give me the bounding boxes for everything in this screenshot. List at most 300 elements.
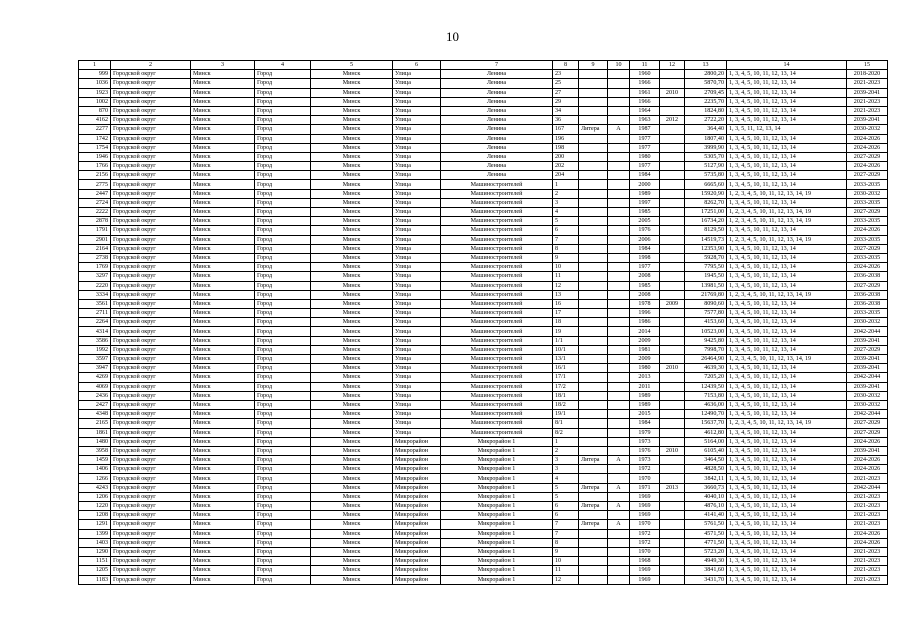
cell-municipality: Минск bbox=[191, 355, 255, 364]
cell-total-area: 3841,60 bbox=[685, 566, 727, 575]
cell-municipality-type: Городской округ bbox=[111, 336, 191, 345]
cell-settlement-type: Город bbox=[255, 217, 311, 226]
cell-street: Микрорайон 1 bbox=[441, 575, 553, 584]
cell-municipality-type: Городской округ bbox=[111, 428, 191, 437]
cell-street: Машиностроителей bbox=[441, 336, 553, 345]
cell-total-area: 8129,50 bbox=[685, 226, 727, 235]
cell-street: Машиностроителей bbox=[441, 281, 553, 290]
cell-building-type: Литера bbox=[579, 125, 608, 134]
cell-municipality-type: Городской округ bbox=[111, 465, 191, 474]
cell-build-year: 1972 bbox=[630, 465, 660, 474]
cell-settlement-type: Город bbox=[255, 70, 311, 79]
cell-municipality-type: Городской округ bbox=[111, 208, 191, 217]
cell-house-number: 8 bbox=[553, 538, 579, 547]
table-row bbox=[79, 520, 888, 529]
cell-building-type bbox=[579, 465, 608, 474]
cell-build-year: 2015 bbox=[630, 410, 660, 419]
cell-settlement-type: Город bbox=[255, 364, 311, 373]
cell-street-type: Микрорайон bbox=[393, 511, 441, 520]
cell-municipality: Минск bbox=[191, 364, 255, 373]
cell-house-number: 10/1 bbox=[553, 345, 579, 354]
cell-municipality: Минск bbox=[191, 456, 255, 465]
cell-repair-period: 2042-2044 bbox=[847, 483, 888, 492]
cell-settlement-type: Город bbox=[255, 97, 311, 106]
table-row bbox=[79, 511, 888, 520]
cell-total-area: 9425,80 bbox=[685, 336, 727, 345]
cell-settlement-type: Город bbox=[255, 437, 311, 446]
cell-building-type: Литера bbox=[579, 456, 608, 465]
cell-settlement-type: Город bbox=[255, 391, 311, 400]
column-header-8: 8 bbox=[553, 61, 579, 70]
cell-reconstruction-year: 2009 bbox=[660, 299, 685, 308]
cell-total-area: 4949,30 bbox=[685, 557, 727, 566]
cell-settlement-type: Город bbox=[255, 235, 311, 244]
cell-record-id: 1766 bbox=[79, 162, 111, 171]
cell-settlement-type: Город bbox=[255, 272, 311, 281]
cell-build-year: 1977 bbox=[630, 143, 660, 152]
cell-street: Микрорайон 1 bbox=[441, 483, 553, 492]
cell-house-number: 2 bbox=[553, 446, 579, 455]
table-row bbox=[79, 217, 888, 226]
cell-build-year: 1986 bbox=[630, 318, 660, 327]
table-row bbox=[79, 483, 888, 492]
cell-reconstruction-year bbox=[660, 217, 685, 226]
cell-settlement-type: Город bbox=[255, 226, 311, 235]
cell-municipality: Минск bbox=[191, 217, 255, 226]
cell-municipality-type: Городской округ bbox=[111, 419, 191, 428]
cell-street: Машиностроителей bbox=[441, 327, 553, 336]
cell-municipality: Минск bbox=[191, 391, 255, 400]
cell-house-number: 7 bbox=[553, 520, 579, 529]
cell-building-type bbox=[579, 79, 608, 88]
cell-record-id: 999 bbox=[79, 70, 111, 79]
cell-settlement: Минск bbox=[311, 116, 393, 125]
cell-record-id: 2436 bbox=[79, 391, 111, 400]
cell-house-number: 16 bbox=[553, 299, 579, 308]
cell-total-area: 7577,80 bbox=[685, 309, 727, 318]
cell-municipality-type: Городской округ bbox=[111, 79, 191, 88]
cell-street-type: Улица bbox=[393, 208, 441, 217]
table-row bbox=[79, 244, 888, 253]
cell-build-year: 1989 bbox=[630, 189, 660, 198]
cell-house-number: 1 bbox=[553, 437, 579, 446]
cell-municipality-type: Городской округ bbox=[111, 189, 191, 198]
cell-building-type bbox=[579, 557, 608, 566]
cell-street-type: Улица bbox=[393, 410, 441, 419]
cell-settlement-type: Город bbox=[255, 134, 311, 143]
cell-building-type bbox=[579, 97, 608, 106]
cell-street-type: Микрорайон bbox=[393, 529, 441, 538]
cell-settlement: Минск bbox=[311, 309, 393, 318]
cell-house-number: 9 bbox=[553, 253, 579, 262]
cell-settlement: Минск bbox=[311, 318, 393, 327]
cell-record-id: 2447 bbox=[79, 189, 111, 198]
table-row bbox=[79, 106, 888, 115]
cell-municipality-type: Городской округ bbox=[111, 290, 191, 299]
cell-work-types: 1, 3, 4, 5, 10, 11, 12, 13, 14 bbox=[727, 547, 847, 556]
table-row bbox=[79, 208, 888, 217]
table-row bbox=[79, 557, 888, 566]
cell-municipality: Минск bbox=[191, 474, 255, 483]
cell-repair-period: 2024-2026 bbox=[847, 263, 888, 272]
cell-reconstruction-year bbox=[660, 474, 685, 483]
column-header-15: 15 bbox=[847, 61, 888, 70]
cell-house-number: 5 bbox=[553, 217, 579, 226]
cell-building-letter bbox=[608, 106, 630, 115]
cell-municipality-type: Городской округ bbox=[111, 566, 191, 575]
cell-municipality: Минск bbox=[191, 125, 255, 134]
cell-build-year: 1970 bbox=[630, 520, 660, 529]
cell-building-type bbox=[579, 143, 608, 152]
cell-settlement-type: Город bbox=[255, 171, 311, 180]
table-row bbox=[79, 299, 888, 308]
cell-street-type: Микрорайон bbox=[393, 575, 441, 584]
cell-street-type: Улица bbox=[393, 152, 441, 161]
cell-municipality-type: Городской округ bbox=[111, 364, 191, 373]
cell-reconstruction-year bbox=[660, 198, 685, 207]
cell-street: Микрорайон 1 bbox=[441, 446, 553, 455]
table-row bbox=[79, 502, 888, 511]
cell-settlement: Минск bbox=[311, 437, 393, 446]
cell-settlement-type: Город bbox=[255, 290, 311, 299]
cell-building-type bbox=[579, 575, 608, 584]
cell-settlement-type: Город bbox=[255, 198, 311, 207]
cell-repair-period: 2033-2035 bbox=[847, 198, 888, 207]
cell-reconstruction-year bbox=[660, 511, 685, 520]
cell-municipality: Минск bbox=[191, 400, 255, 409]
cell-settlement: Минск bbox=[311, 520, 393, 529]
cell-repair-period: 2039-2041 bbox=[847, 116, 888, 125]
cell-work-types: 1, 3, 4, 5, 10, 11, 12, 13, 14 bbox=[727, 162, 847, 171]
cell-municipality-type: Городской округ bbox=[111, 244, 191, 253]
table-row bbox=[79, 134, 888, 143]
cell-building-letter bbox=[608, 318, 630, 327]
cell-record-id: 4348 bbox=[79, 410, 111, 419]
cell-settlement: Минск bbox=[311, 419, 393, 428]
cell-building-type bbox=[579, 428, 608, 437]
cell-building-type bbox=[579, 281, 608, 290]
cell-settlement: Минск bbox=[311, 364, 393, 373]
table-row bbox=[79, 446, 888, 455]
cell-municipality: Минск bbox=[191, 382, 255, 391]
cell-street-type: Улица bbox=[393, 162, 441, 171]
cell-street-type: Микрорайон bbox=[393, 492, 441, 501]
cell-municipality: Минск bbox=[191, 483, 255, 492]
cell-street-type: Микрорайон bbox=[393, 465, 441, 474]
cell-house-number: 204 bbox=[553, 171, 579, 180]
cell-settlement: Минск bbox=[311, 400, 393, 409]
cell-municipality: Минск bbox=[191, 446, 255, 455]
cell-house-number: 4 bbox=[553, 208, 579, 217]
cell-street: Ленина bbox=[441, 106, 553, 115]
cell-settlement-type: Город bbox=[255, 116, 311, 125]
cell-repair-period: 2021-2023 bbox=[847, 566, 888, 575]
cell-work-types: 1, 3, 4, 5, 10, 11, 12, 13, 14 bbox=[727, 410, 847, 419]
cell-municipality-type: Городской округ bbox=[111, 456, 191, 465]
cell-building-type bbox=[579, 566, 608, 575]
cell-street: Машиностроителей bbox=[441, 299, 553, 308]
cell-street: Машиностроителей bbox=[441, 391, 553, 400]
cell-repair-period: 2027-2029 bbox=[847, 171, 888, 180]
cell-building-letter bbox=[608, 79, 630, 88]
cell-build-year: 1998 bbox=[630, 253, 660, 262]
cell-street: Машиностроителей bbox=[441, 235, 553, 244]
cell-total-area: 10523,00 bbox=[685, 327, 727, 336]
cell-record-id: 2165 bbox=[79, 419, 111, 428]
cell-municipality-type: Городской округ bbox=[111, 410, 191, 419]
cell-settlement: Минск bbox=[311, 345, 393, 354]
cell-municipality-type: Городской округ bbox=[111, 198, 191, 207]
cell-reconstruction-year bbox=[660, 253, 685, 262]
table-row bbox=[79, 152, 888, 161]
cell-settlement: Минск bbox=[311, 502, 393, 511]
cell-street: Ленина bbox=[441, 97, 553, 106]
cell-building-type bbox=[579, 253, 608, 262]
cell-building-type bbox=[579, 373, 608, 382]
cell-municipality-type: Городской округ bbox=[111, 538, 191, 547]
cell-building-type bbox=[579, 217, 608, 226]
cell-street: Машиностроителей bbox=[441, 253, 553, 262]
cell-house-number: 16/1 bbox=[553, 364, 579, 373]
cell-repair-period: 2042-2044 bbox=[847, 373, 888, 382]
cell-reconstruction-year bbox=[660, 355, 685, 364]
cell-work-types: 1, 3, 4, 5, 10, 11, 12, 13, 14 bbox=[727, 391, 847, 400]
cell-municipality: Минск bbox=[191, 492, 255, 501]
cell-settlement-type: Город bbox=[255, 511, 311, 520]
cell-street: Машиностроителей bbox=[441, 226, 553, 235]
cell-street-type: Улица bbox=[393, 143, 441, 152]
cell-repair-period: 2021-2023 bbox=[847, 502, 888, 511]
cell-settlement: Минск bbox=[311, 272, 393, 281]
cell-municipality-type: Городской округ bbox=[111, 180, 191, 189]
table-row bbox=[79, 272, 888, 281]
cell-record-id: 1220 bbox=[79, 502, 111, 511]
cell-total-area: 5164,00 bbox=[685, 437, 727, 446]
cell-work-types: 1, 3, 4, 5, 10, 11, 12, 13, 14 bbox=[727, 226, 847, 235]
cell-settlement-type: Город bbox=[255, 152, 311, 161]
cell-building-letter bbox=[608, 281, 630, 290]
cell-settlement: Минск bbox=[311, 538, 393, 547]
cell-reconstruction-year bbox=[660, 575, 685, 584]
cell-municipality-type: Городской округ bbox=[111, 529, 191, 538]
cell-reconstruction-year bbox=[660, 134, 685, 143]
cell-repair-period: 2024-2026 bbox=[847, 134, 888, 143]
cell-house-number: 25 bbox=[553, 79, 579, 88]
cell-municipality-type: Городской округ bbox=[111, 575, 191, 584]
cell-street-type: Улица bbox=[393, 382, 441, 391]
cell-building-letter: А bbox=[608, 456, 630, 465]
cell-record-id: 1151 bbox=[79, 557, 111, 566]
cell-street: Машиностроителей bbox=[441, 180, 553, 189]
cell-settlement: Минск bbox=[311, 88, 393, 97]
cell-street-type: Улица bbox=[393, 244, 441, 253]
cell-building-type bbox=[579, 511, 608, 520]
cell-settlement-type: Город bbox=[255, 465, 311, 474]
cell-repair-period: 2039-2041 bbox=[847, 88, 888, 97]
cell-record-id: 1769 bbox=[79, 263, 111, 272]
cell-building-letter bbox=[608, 410, 630, 419]
cell-record-id: 1208 bbox=[79, 511, 111, 520]
cell-municipality-type: Городской округ bbox=[111, 106, 191, 115]
cell-record-id: 2878 bbox=[79, 217, 111, 226]
cell-building-letter bbox=[608, 217, 630, 226]
cell-build-year: 1961 bbox=[630, 88, 660, 97]
cell-settlement: Минск bbox=[311, 355, 393, 364]
cell-build-year: 1972 bbox=[630, 529, 660, 538]
cell-reconstruction-year bbox=[660, 547, 685, 556]
table-row bbox=[79, 226, 888, 235]
cell-total-area: 21769,80 bbox=[685, 290, 727, 299]
cell-reconstruction-year bbox=[660, 70, 685, 79]
cell-municipality: Минск bbox=[191, 309, 255, 318]
cell-record-id: 1036 bbox=[79, 79, 111, 88]
cell-total-area: 5870,70 bbox=[685, 79, 727, 88]
cell-build-year: 1973 bbox=[630, 456, 660, 465]
cell-reconstruction-year bbox=[660, 382, 685, 391]
cell-house-number: 10 bbox=[553, 263, 579, 272]
cell-building-letter bbox=[608, 226, 630, 235]
cell-street-type: Улица bbox=[393, 79, 441, 88]
cell-house-number: 3 bbox=[553, 198, 579, 207]
cell-building-letter bbox=[608, 373, 630, 382]
cell-build-year: 1976 bbox=[630, 226, 660, 235]
cell-repair-period: 2018-2020 bbox=[847, 70, 888, 79]
cell-municipality: Минск bbox=[191, 557, 255, 566]
cell-municipality-type: Городской округ bbox=[111, 116, 191, 125]
cell-work-types: 1, 3, 4, 5, 10, 11, 12, 13, 14 bbox=[727, 253, 847, 262]
cell-settlement-type: Город bbox=[255, 529, 311, 538]
cell-repair-period: 2021-2023 bbox=[847, 520, 888, 529]
table-row bbox=[79, 116, 888, 125]
cell-total-area: 3660,73 bbox=[685, 483, 727, 492]
cell-work-types: 1, 3, 4, 5, 10, 11, 12, 13, 14 bbox=[727, 88, 847, 97]
cell-building-letter bbox=[608, 70, 630, 79]
cell-work-types: 1, 3, 5, 11, 12, 13, 14 bbox=[727, 125, 847, 134]
cell-total-area: 364,40 bbox=[685, 125, 727, 134]
cell-municipality: Минск bbox=[191, 502, 255, 511]
cell-reconstruction-year: 2010 bbox=[660, 446, 685, 455]
cell-building-letter bbox=[608, 446, 630, 455]
cell-settlement-type: Город bbox=[255, 410, 311, 419]
cell-work-types: 1, 3, 4, 5, 10, 11, 12, 13, 14 bbox=[727, 373, 847, 382]
table-row bbox=[79, 281, 888, 290]
cell-total-area: 2722,20 bbox=[685, 116, 727, 125]
cell-total-area: 7153,80 bbox=[685, 391, 727, 400]
cell-municipality-type: Городской округ bbox=[111, 134, 191, 143]
cell-repair-period: 2024-2026 bbox=[847, 538, 888, 547]
cell-building-type bbox=[579, 529, 608, 538]
cell-settlement: Минск bbox=[311, 263, 393, 272]
cell-reconstruction-year bbox=[660, 345, 685, 354]
cell-work-types: 1, 3, 4, 5, 10, 11, 12, 13, 14 bbox=[727, 483, 847, 492]
cell-building-letter bbox=[608, 336, 630, 345]
cell-settlement: Минск bbox=[311, 244, 393, 253]
cell-municipality-type: Городской округ bbox=[111, 299, 191, 308]
cell-reconstruction-year bbox=[660, 520, 685, 529]
cell-build-year: 1977 bbox=[630, 162, 660, 171]
cell-repair-period: 2033-2035 bbox=[847, 180, 888, 189]
cell-settlement: Минск bbox=[311, 125, 393, 134]
cell-repair-period: 2027-2029 bbox=[847, 281, 888, 290]
cell-work-types: 1, 3, 4, 5, 10, 11, 12, 13, 14 bbox=[727, 474, 847, 483]
cell-settlement-type: Город bbox=[255, 336, 311, 345]
cell-building-letter bbox=[608, 208, 630, 217]
cell-municipality-type: Городской округ bbox=[111, 125, 191, 134]
cell-settlement: Минск bbox=[311, 373, 393, 382]
cell-record-id: 2277 bbox=[79, 125, 111, 134]
cell-settlement: Минск bbox=[311, 180, 393, 189]
cell-building-type: Литера bbox=[579, 483, 608, 492]
cell-record-id: 1002 bbox=[79, 97, 111, 106]
cell-repair-period: 2030-2032 bbox=[847, 391, 888, 400]
cell-build-year: 2008 bbox=[630, 290, 660, 299]
cell-building-type bbox=[579, 171, 608, 180]
cell-building-letter bbox=[608, 364, 630, 373]
cell-street-type: Улица bbox=[393, 253, 441, 262]
cell-record-id: 1399 bbox=[79, 529, 111, 538]
cell-house-number: 1 bbox=[553, 180, 579, 189]
cell-record-id: 2711 bbox=[79, 309, 111, 318]
cell-build-year: 1980 bbox=[630, 152, 660, 161]
cell-building-type bbox=[579, 327, 608, 336]
cell-record-id: 1791 bbox=[79, 226, 111, 235]
cell-build-year: 1963 bbox=[630, 116, 660, 125]
cell-municipality-type: Городской округ bbox=[111, 318, 191, 327]
cell-work-types: 1, 3, 4, 5, 10, 11, 12, 13, 14 bbox=[727, 79, 847, 88]
table-row bbox=[79, 345, 888, 354]
cell-street-type: Микрорайон bbox=[393, 456, 441, 465]
cell-build-year: 1966 bbox=[630, 79, 660, 88]
cell-street: Микрорайон 1 bbox=[441, 557, 553, 566]
cell-street-type: Микрорайон bbox=[393, 566, 441, 575]
cell-record-id: 1480 bbox=[79, 437, 111, 446]
cell-settlement: Минск bbox=[311, 391, 393, 400]
cell-reconstruction-year bbox=[660, 180, 685, 189]
cell-settlement-type: Город bbox=[255, 244, 311, 253]
cell-work-types: 1, 2, 3, 4, 5, 10, 11, 12, 13, 14, 19 bbox=[727, 189, 847, 198]
cell-municipality-type: Городской округ bbox=[111, 152, 191, 161]
cell-settlement: Минск bbox=[311, 106, 393, 115]
cell-municipality-type: Городской округ bbox=[111, 391, 191, 400]
cell-street-type: Улица bbox=[393, 180, 441, 189]
column-header-13: 13 bbox=[685, 61, 727, 70]
cell-work-types: 1, 3, 4, 5, 10, 11, 12, 13, 14 bbox=[727, 511, 847, 520]
cell-settlement: Минск bbox=[311, 465, 393, 474]
column-header-6: 6 bbox=[393, 61, 441, 70]
cell-repair-period: 2030-2032 bbox=[847, 318, 888, 327]
cell-street-type: Микрорайон bbox=[393, 446, 441, 455]
cell-street: Микрорайон 1 bbox=[441, 566, 553, 575]
cell-settlement: Минск bbox=[311, 70, 393, 79]
cell-municipality: Минск bbox=[191, 547, 255, 556]
cell-building-type bbox=[579, 208, 608, 217]
cell-street-type: Улица bbox=[393, 391, 441, 400]
cell-building-letter bbox=[608, 253, 630, 262]
cell-building-type: Литера bbox=[579, 520, 608, 529]
cell-building-letter bbox=[608, 566, 630, 575]
cell-repair-period: 2033-2035 bbox=[847, 253, 888, 262]
cell-total-area: 15637,70 bbox=[685, 419, 727, 428]
cell-reconstruction-year: 2010 bbox=[660, 88, 685, 97]
cell-repair-period: 2027-2029 bbox=[847, 244, 888, 253]
cell-house-number: 11 bbox=[553, 272, 579, 281]
cell-settlement: Минск bbox=[311, 456, 393, 465]
cell-total-area: 3431,70 bbox=[685, 575, 727, 584]
cell-building-letter bbox=[608, 355, 630, 364]
cell-total-area: 3842,11 bbox=[685, 474, 727, 483]
cell-repair-period: 2042-2044 bbox=[847, 327, 888, 336]
cell-work-types: 1, 3, 4, 5, 10, 11, 12, 13, 14 bbox=[727, 327, 847, 336]
